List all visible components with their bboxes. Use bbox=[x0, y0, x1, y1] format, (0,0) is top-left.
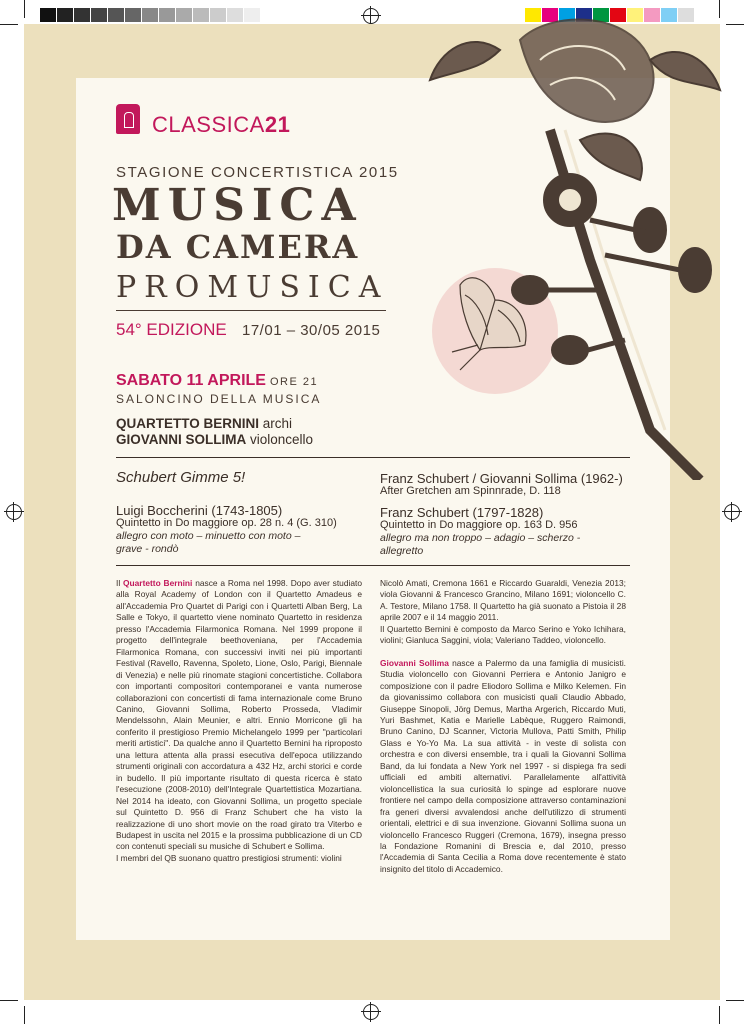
piece-composer: Franz Schubert / Giovanni Sollima (1962-) bbox=[380, 471, 623, 486]
crop-mark bbox=[719, 1006, 720, 1024]
piece-work: After Gretchen am Spinnrade, D. 118 bbox=[380, 485, 561, 497]
piece-work: Quintetto in Do maggiore op. 163 D. 956 bbox=[380, 519, 578, 531]
crop-mark bbox=[24, 0, 25, 18]
program-piece bbox=[380, 472, 630, 498]
classica21-logo-icon bbox=[116, 104, 140, 134]
bio-paragraph: I membri del QB suonano quattro prestigiosi strumenti: violini bbox=[116, 852, 342, 863]
event-date: SABATO 11 APRILE ORE 21 bbox=[116, 372, 319, 389]
registration-mark-top bbox=[363, 8, 379, 24]
piece-movements: grave - rondò bbox=[116, 543, 179, 555]
piece-composer: Franz Schubert (1797-1828) bbox=[380, 505, 544, 520]
bio-name: Giovanni Sollima bbox=[380, 657, 449, 668]
piece-movements: allegro ma non troppo – adagio – scherzo - bbox=[380, 532, 581, 544]
season-label: STAGIONE CONCERTISTICA 2015 bbox=[116, 164, 399, 181]
performer-sollima: GIOVANNI SOLLIMA violoncello bbox=[116, 432, 314, 447]
crop-mark bbox=[24, 1006, 25, 1024]
event-venue: SALONCINO DELLA MUSICA bbox=[116, 392, 322, 406]
brand-logo: CLASSICA21 bbox=[152, 112, 291, 137]
bio-name: Quartetto Bernini bbox=[123, 578, 193, 588]
piece-movements: allegro con moto – minuetto con moto – bbox=[116, 530, 301, 542]
crop-mark bbox=[726, 1000, 744, 1001]
bio-column-right bbox=[380, 578, 626, 875]
title-divider bbox=[116, 310, 386, 311]
bio-paragraph: Nicolò Amati, Cremona 1661 e Riccardo Guaraldi, Venezia 2013; viola Giovanni & Francesco Grancino, Milano 1691; violoncello C. A. Testore, Milano 1758. Il Quartetto ha già suonato a Pistoia il 28 aprile 2007 e il 14 maggio 2011. bbox=[380, 578, 626, 623]
registration-mark-bottom bbox=[363, 1004, 379, 1020]
program-piece bbox=[380, 506, 630, 558]
program-divider bbox=[116, 565, 630, 566]
bio-paragraph: Giovanni Sollima nasce a Palermo da una famiglia di musicisti. Studia violoncello con Giovanni Perriera e Antonio Janigro e composizione con il padre Eliodoro Sollima e Milko Kelemen. Fin da giovanissimo collabora con musicisti quali Claudio Abbado, Giuseppe Sinopoli, Jörg Demus, Martha Argerich, Riccardo Muti, Yuri Bashmet, Katia e Marielle Labèque, Ruggero Raimondi, Bruno Canino, DJ Scanner, Victoria Mullova, Patti Smith, Philip Glass e Yo-Yo Ma. La sua attività - in veste di solista con orchestra e con diversi ensemble, tra i quali la Giovanni Sollima Band, da lui fondata a New York nel 1997 - si dispiega fra sedi ufficiali ed ambiti alternativi. Parallelamente all'attività violoncellistica la sua curiosità lo spinge ad esplorare nuove frontiere nel campo della composizione attraverso contaminazioni fra generi diversi avvalendosi anche dell'utilizzo di strumenti orientali, elettrici e di sua invenzione. Giovanni Sollima suona un violoncello Francesco Ruggeri (Cremona, 1679), insegna presso la Fondazione Romanini di Brescia e, dal 2010, presso l'Accademia di Santa Cecilia a Roma dove recentemente è stato insignito del titolo di Accademico. bbox=[380, 657, 627, 874]
program-title: Schubert Gimme 5! bbox=[116, 469, 246, 486]
event-time: ORE 21 bbox=[269, 376, 319, 388]
violin-rose-illustration bbox=[400, 0, 740, 480]
performer-quartetto: QUARTETTO BERNINI archi bbox=[116, 416, 293, 431]
crop-mark bbox=[0, 24, 18, 25]
title-musica: MUSICA bbox=[112, 180, 363, 231]
title-da-camera: DA CAMERA bbox=[116, 228, 360, 266]
crop-mark bbox=[0, 1000, 18, 1001]
piece-composer: Luigi Boccherini (1743-1805) bbox=[116, 503, 283, 518]
piece-movements: allegretto bbox=[380, 545, 424, 557]
season-dates: 17/01 – 30/05 2015 bbox=[242, 322, 381, 339]
bio-column-left bbox=[116, 578, 362, 864]
section-divider bbox=[116, 457, 630, 458]
bio-paragraph: Il Quartetto Bernini nasce a Roma nel 1998. Dopo aver studiato alla Royal Academy of London con il Quartetto Amadeus e all'Accademia Pro Quartet di Parigi con i Quartetti Alban Berg, La Salle e Tokyo, il quartetto viene nominato Quartetto in residenza presso l'Accademia Filarmonica Romana. Nel 1999 propone il progetto dell'integrale beethoveniana, per l'Accademia Filarmonica Romana, con successivi inviti nei più importanti Festival (Ravello, Ravenna, Spoleto, Lione, Oslo, Parigi, Biennale di Venezia) e nelle più rinomate stagioni concertistiche. Collabora con importanti compositori contemporanei e vanta numerose collaborazioni con concertisti di fama internazionale come Bruno Canino, Giovanni Sollima, Roberto Prosseda, Vladimir Mendelssohn, Alain Meunier, e altri. Ennio Morricone gli ha conferito il prestigioso Premio Michelangelo 1999 per "particolari meriti artistici". Da qualche anno il Quartetto Bernini ha riproposto una lettura attenta alla prassi esecutiva dell'epoca utilizzando strumenti originali con accordatura a 432 Hz, archi storici e corde in budello. Il più importante risultato di questa ricerca è stato l'esecuzione (2008-2010) dell'Integrale Quartettistica Mozartiana. Nel 2014 ha ideato, con Giovanni Sollima, un progetto speciale sul Quintetto D. 956 di Franz Schubert che ha visto la realizzazione di uno short movie on the road girato tra Viterbo e Budapest in uscita nel 2015 e la prossima pubblicazione di un CD con contenuti speciali su musiche di Schubert e Sollima. bbox=[116, 578, 363, 852]
title-promusica: PROMUSICA bbox=[116, 270, 389, 305]
registration-mark-right bbox=[724, 504, 740, 520]
piece-work: Quintetto in Do maggiore op. 28 n. 4 (G. 310) bbox=[116, 517, 337, 529]
grayscale-color-bar bbox=[40, 8, 261, 22]
edition-label: 54° EDIZIONE bbox=[116, 320, 227, 339]
bio-paragraph: Il Quartetto Bernini è composto da Marco Serino e Yoko Ichihara, violini; Gianluca Saggini, viola; Valeriano Taddeo, violoncello. bbox=[380, 623, 626, 646]
program-piece bbox=[116, 504, 356, 556]
registration-mark-left bbox=[6, 504, 22, 520]
